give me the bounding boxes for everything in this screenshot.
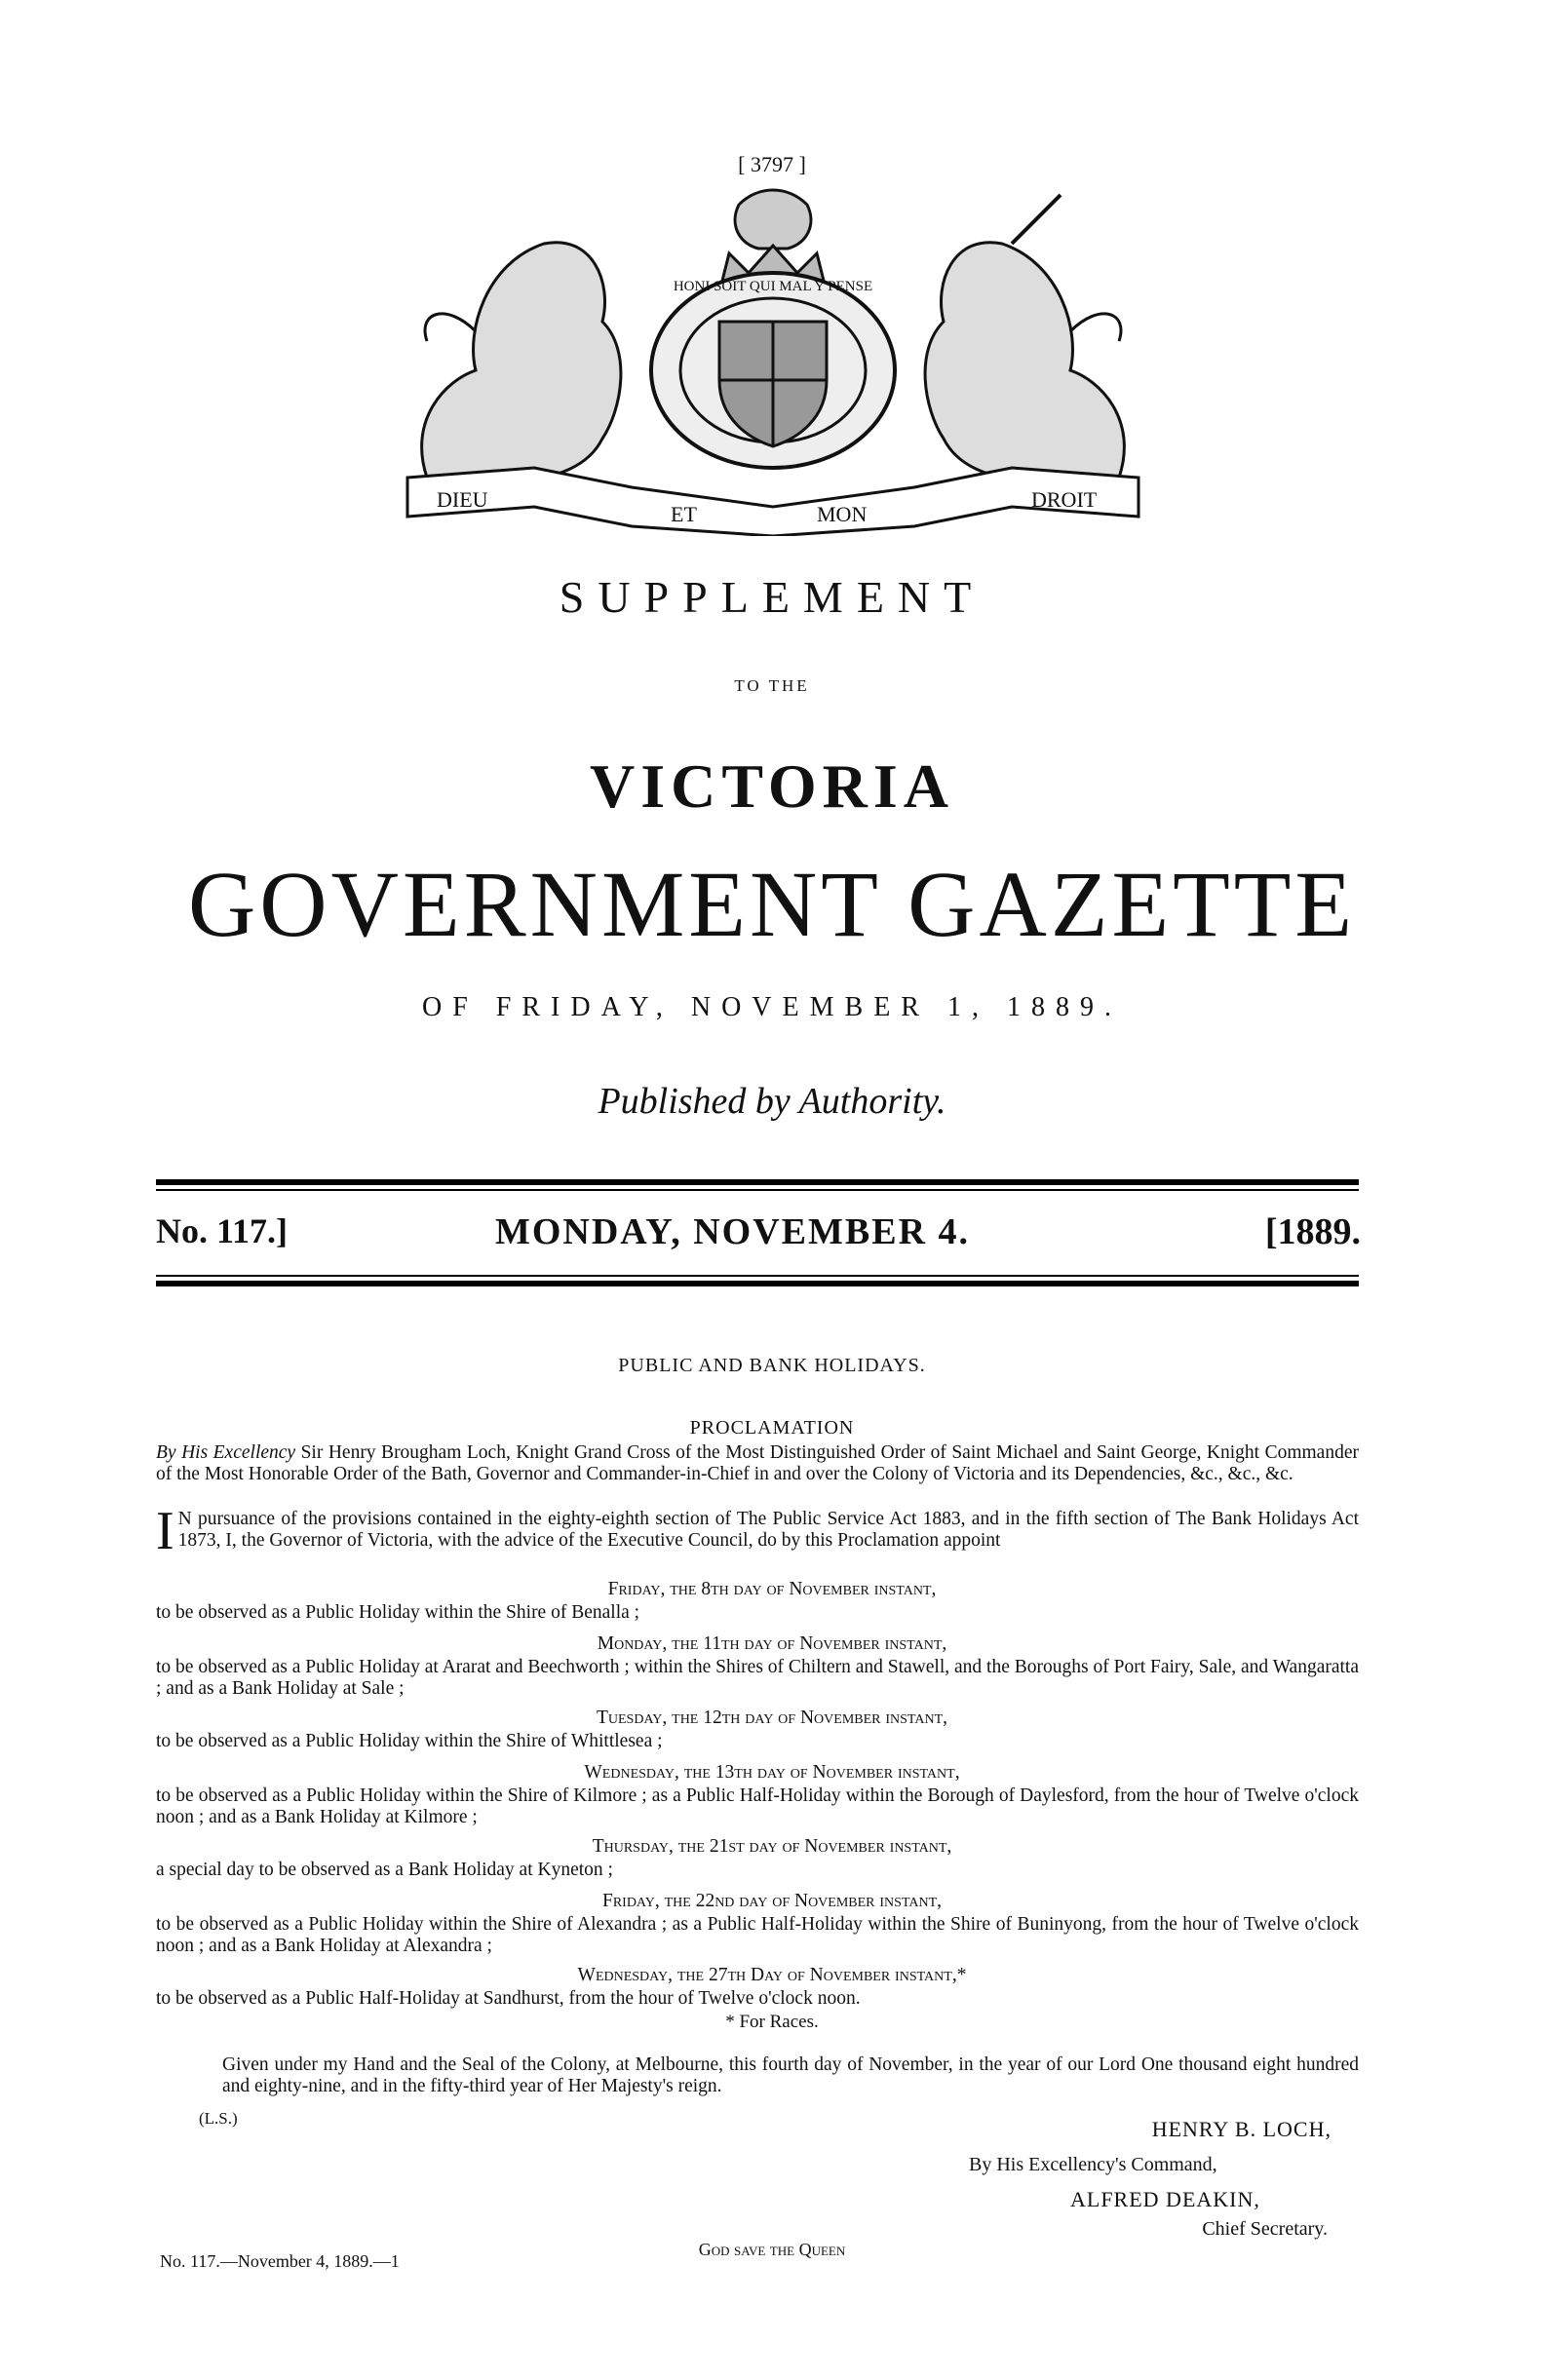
garter-motto: HONI SOIT QUI MAL Y PENSE bbox=[673, 279, 873, 294]
unicorn-supporter bbox=[925, 243, 1124, 487]
day-heading: Wednesday, the 13th day of November instant, bbox=[584, 1762, 960, 1783]
to-the: TO THE bbox=[734, 676, 810, 695]
bottom-rule-thick bbox=[156, 1281, 1359, 1286]
lion-supporter bbox=[422, 243, 621, 487]
day-body: to be observed as a Public Holiday within the Shire of Alexandra ; as a Public Half-Holiday within the Shire of Buninyong, from the hour of Twelve o'clock noon ; and as a Bank Holiday at Alexandra ; bbox=[156, 1914, 1359, 1956]
bottom-rule-thin bbox=[156, 1275, 1359, 1277]
motto-mon: MON bbox=[817, 502, 868, 526]
minister-signature: ALFRED DEAKIN, bbox=[1070, 2187, 1260, 2211]
day-heading: Monday, the 11th day of November instant, bbox=[597, 1633, 947, 1654]
day-body: to be observed as a Public Holiday within the Shire of Benalla ; bbox=[156, 1602, 640, 1623]
day-body: to be observed as a Public Half-Holiday at Sandhurst, from the hour of Twelve o'clock noon. bbox=[156, 1988, 861, 2009]
top-rule-thick bbox=[156, 1179, 1359, 1185]
day-heading: Tuesday, the 12th day of November instant, bbox=[596, 1708, 948, 1728]
by-command: By His Excellency's Command, bbox=[969, 2154, 1217, 2175]
motto-dieu: DIEU bbox=[437, 487, 488, 512]
issue-number: No. 117.] bbox=[156, 1211, 288, 1250]
motto-droit: DROIT bbox=[1031, 487, 1098, 512]
motto-et: ET bbox=[671, 502, 697, 526]
day-body: to be observed as a Public Holiday at Ararat and Beechworth ; within the Shires of Chiltern and Stawell, and the Boroughs of Port Fairy, Sale, and Wangaratta ; and as a Bank Holiday at Sale ; bbox=[156, 1657, 1359, 1699]
day-heading: Friday, the 8th day of November instant, bbox=[607, 1579, 937, 1599]
proclamation-preamble bbox=[156, 1442, 1359, 1485]
proclamation-pursuance bbox=[156, 1501, 1359, 1561]
supplement-date: OF FRIDAY, NOVEMBER 1, 1889. bbox=[422, 992, 1122, 1022]
day-body: to be observed as a Public Holiday within the Shire of Kilmore ; as a Public Half-Holiday within the Borough of Daylesford, from the hour of Twelve o'clock noon ; and as a Bank Holiday at Kilmore ; bbox=[156, 1785, 1359, 1827]
page-number: [ 3797 ] bbox=[738, 152, 806, 176]
given-under-hand: Given under my Hand and the Seal of the Colony, at Melbourne, this fourth day of November, in the year of our Lord One thousand eight hundred and eighty-nine, and in the fifty-third year of Her Majesty's reign. bbox=[222, 2054, 1359, 2096]
victoria-heading: VICTORIA bbox=[590, 751, 954, 821]
gazette-title: GOVERNMENT GAZETTE bbox=[187, 852, 1357, 956]
published-by-authority: Published by Authority. bbox=[598, 1081, 946, 1122]
issue-date: MONDAY, NOVEMBER 4. bbox=[495, 1211, 971, 1252]
proclamation-title: PROCLAMATION bbox=[689, 1417, 855, 1439]
notice-heading: PUBLIC AND BANK HOLIDAYS. bbox=[618, 1355, 926, 1376]
day-heading: Friday, the 22nd day of November instant, bbox=[601, 1891, 943, 1911]
day-heading: Thursday, the 21st day of November instant, bbox=[592, 1836, 952, 1857]
governor-signature: HENRY B. LOCH, bbox=[1151, 2117, 1332, 2141]
preamble-by: By His Excellency bbox=[156, 1442, 296, 1463]
minister-title: Chief Secretary. bbox=[1202, 2218, 1328, 2240]
issue-year: [1889. bbox=[1264, 1211, 1361, 1252]
day-body: a special day to be observed as a Bank Holiday at Kyneton ; bbox=[156, 1860, 613, 1880]
seal-mark: (L.S.) bbox=[199, 2109, 238, 2128]
drop-cap: I bbox=[156, 1501, 174, 1561]
crest-lion bbox=[735, 190, 811, 249]
motto-ribbon bbox=[407, 468, 1139, 536]
supplement-heading: SUPPLEMENT bbox=[559, 572, 985, 622]
god-save-the-queen: God save the Queen bbox=[698, 2240, 846, 2259]
pursuance-text: N pursuance of the provisions contained in the eighty-eighth section of The Public Service Act 1883, and in the fifth section of The Bank Holidays Act 1873, I, the Governor of Victoria, with the advice of the Executive Council, do by this Proclamation appoint bbox=[177, 1509, 1359, 1551]
footer-reference: No. 117.—November 4, 1889.—1 bbox=[160, 2251, 400, 2271]
footnote: * For Races. bbox=[725, 2012, 819, 2032]
day-heading: Wednesday, the 27th Day of November instant,* bbox=[577, 1965, 967, 1985]
preamble-text: Sir Henry Brougham Loch, Knight Grand Cross of the Most Distinguished Order of Saint Michael and Saint George, Knight Commander of the Most Honorable Order of the Bath, Governor and Commander-in-Chief in and over the Colony of Victoria and its Dependencies, &c., &c., &c. bbox=[156, 1442, 1359, 1484]
royal-coat-of-arms bbox=[388, 185, 1158, 536]
day-body: to be observed as a Public Holiday within the Shire of Whittlesea ; bbox=[156, 1731, 663, 1751]
top-rule-thin bbox=[156, 1189, 1359, 1191]
